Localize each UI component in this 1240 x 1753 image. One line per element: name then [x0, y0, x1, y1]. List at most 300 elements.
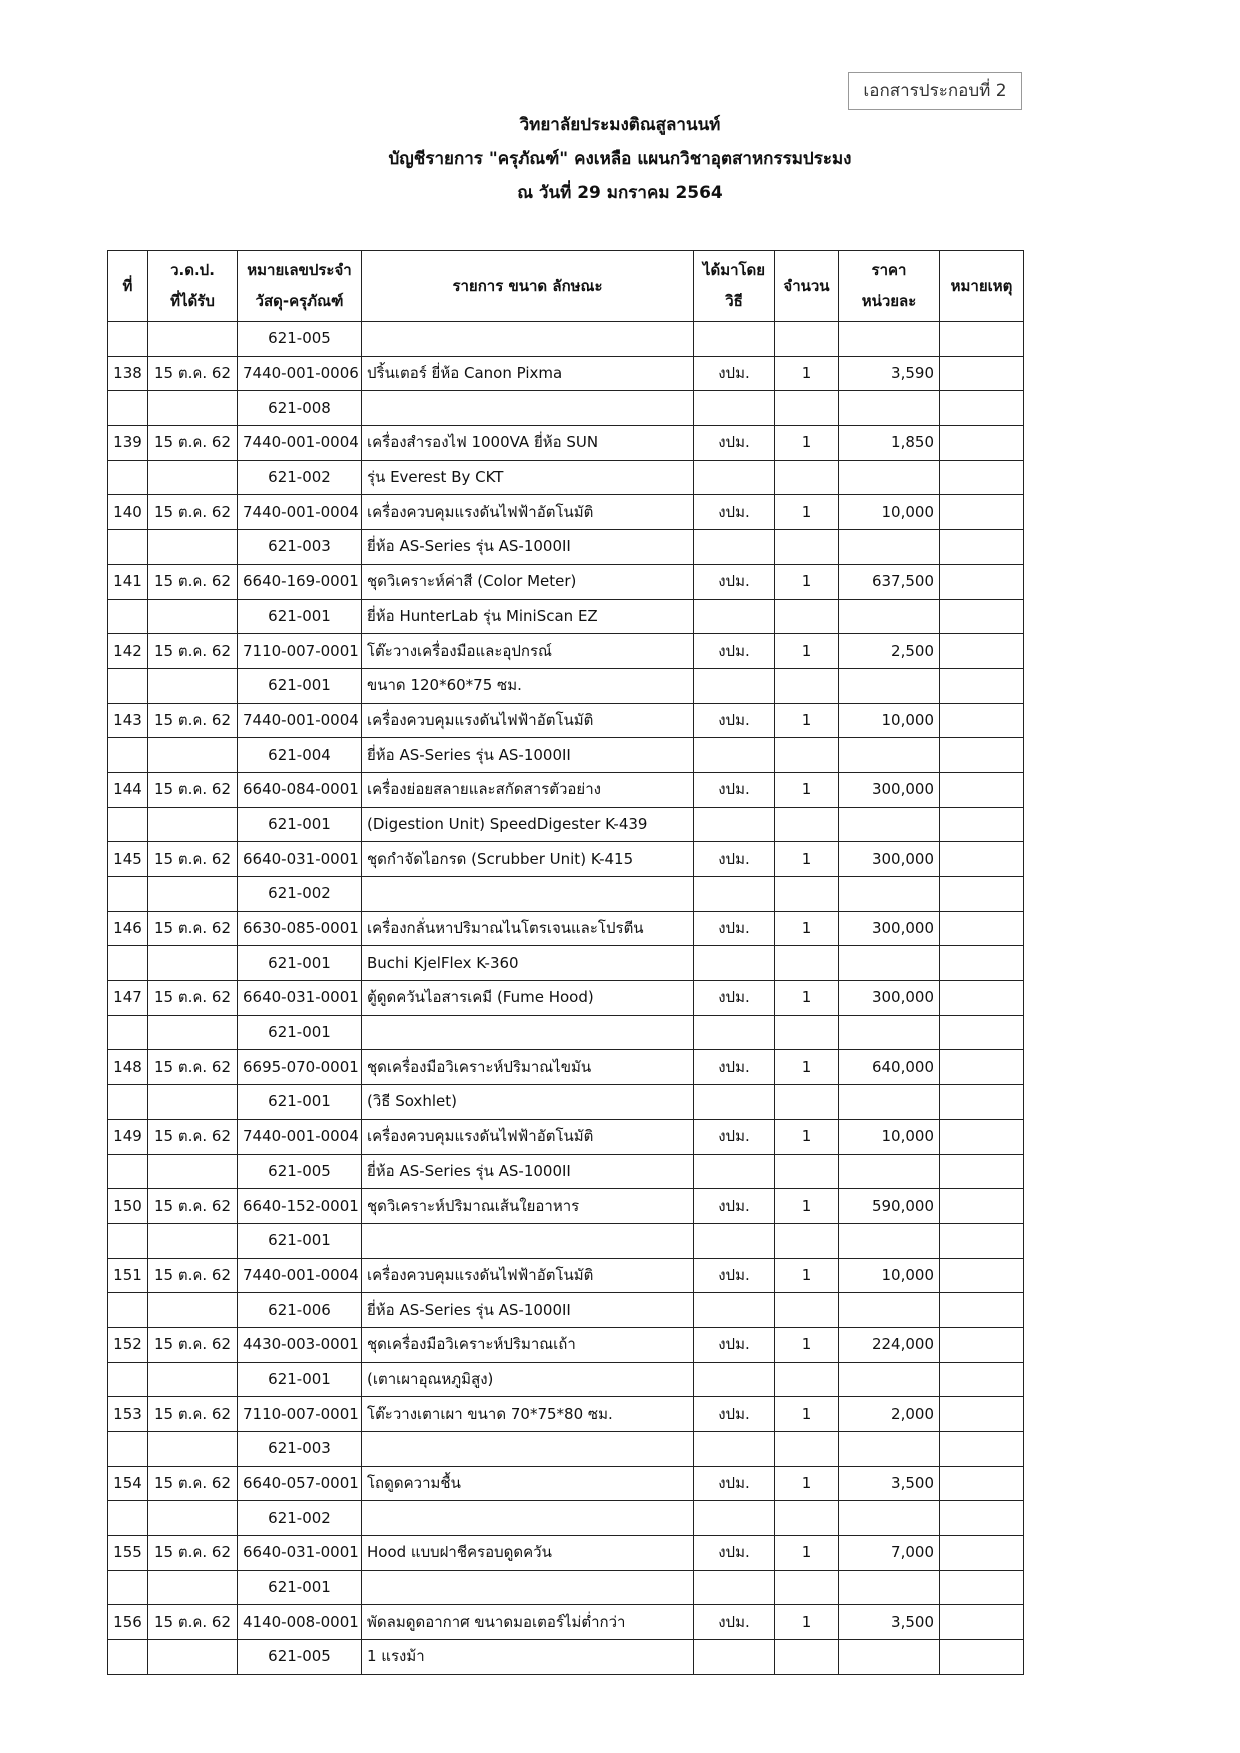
cell-code: 621-004: [238, 738, 362, 773]
cell-qty: 1: [775, 1466, 839, 1501]
table-row: [108, 322, 1024, 357]
inventory-table: [107, 250, 1024, 1675]
cell-no: [108, 877, 148, 912]
cell-method: [694, 877, 775, 912]
cell-desc: เครื่องสำรองไฟ 1000VA ยี่ห้อ SUN: [362, 426, 694, 461]
cell-remark: [940, 738, 1024, 773]
cell-remark: [940, 703, 1024, 738]
col-header-remark: หมายเหตุ: [940, 251, 1024, 322]
cell-qty: 1: [775, 356, 839, 391]
cell-no: 142: [108, 634, 148, 669]
cell-method: [694, 1015, 775, 1050]
cell-method: งปม.: [694, 1466, 775, 1501]
cell-remark: [940, 356, 1024, 391]
col-header-qty: จำนวน: [775, 251, 839, 322]
cell-qty: [775, 391, 839, 426]
cell-method: งปม.: [694, 842, 775, 877]
table-row: [108, 460, 1024, 495]
cell-remark: [940, 1362, 1024, 1397]
cell-method: [694, 738, 775, 773]
cell-remark: [940, 1050, 1024, 1085]
table-row: [108, 946, 1024, 981]
cell-remark: [940, 322, 1024, 357]
table-body: [108, 322, 1024, 1675]
cell-remark: [940, 981, 1024, 1016]
cell-no: 156: [108, 1605, 148, 1640]
cell-remark: [940, 1397, 1024, 1432]
cell-method: งปม.: [694, 1327, 775, 1362]
college-name: วิทยาลัยประมงติณสูลานนท์: [519, 115, 721, 135]
cell-date: [148, 322, 238, 357]
cell-price: 300,000: [839, 981, 940, 1016]
col-header-date: ว.ด.ป. ที่ได้รับ: [148, 251, 238, 322]
cell-desc: ขนาด 120*60*75 ซม.: [362, 668, 694, 703]
cell-date: [148, 1293, 238, 1328]
cell-qty: [775, 738, 839, 773]
cell-desc: เครื่องกลั่นหาปริมาณไนโตรเจนและโปรตีน: [362, 911, 694, 946]
cell-no: [108, 460, 148, 495]
cell-method: งปม.: [694, 1605, 775, 1640]
cell-desc: Hood แบบฝาชีครอบดูดควัน: [362, 1536, 694, 1571]
cell-method: งปม.: [694, 981, 775, 1016]
table-row: [108, 807, 1024, 842]
cell-code: 6640-084-0001: [238, 772, 362, 807]
cell-method: งปม.: [694, 564, 775, 599]
cell-code: 7110-007-0001: [238, 634, 362, 669]
cell-desc: [362, 391, 694, 426]
cell-desc: ยี่ห้อ AS-Series รุ่น AS-1000II: [362, 1293, 694, 1328]
cell-desc: [362, 1432, 694, 1467]
cell-remark: [940, 1605, 1024, 1640]
cell-desc: เครื่องควบคุมแรงดันไฟฟ้าอัตโนมัติ: [362, 703, 694, 738]
table-row: [108, 1432, 1024, 1467]
cell-code: 621-002: [238, 460, 362, 495]
cell-method: [694, 807, 775, 842]
cell-date: [148, 1640, 238, 1675]
cell-method: [694, 1362, 775, 1397]
cell-price: 637,500: [839, 564, 940, 599]
cell-desc: [362, 1570, 694, 1605]
cell-method: [694, 460, 775, 495]
cell-qty: [775, 1432, 839, 1467]
cell-price: 1,850: [839, 426, 940, 461]
cell-method: งปม.: [694, 1189, 775, 1224]
cell-method: งปม.: [694, 1397, 775, 1432]
cell-code: 7440-001-0004: [238, 703, 362, 738]
cell-price: [839, 1432, 940, 1467]
cell-date: 15 ต.ค. 62: [148, 634, 238, 669]
cell-remark: [940, 495, 1024, 530]
cell-no: 144: [108, 772, 148, 807]
cell-qty: 1: [775, 426, 839, 461]
table-row: [108, 1085, 1024, 1120]
table-row: [108, 495, 1024, 530]
cell-code: 6640-031-0001: [238, 842, 362, 877]
cell-code: 621-001: [238, 1362, 362, 1397]
cell-code: 621-005: [238, 1640, 362, 1675]
attachment-label: เอกสารประกอบที่ 2: [848, 72, 1022, 110]
cell-date: [148, 391, 238, 426]
cell-method: งปม.: [694, 1536, 775, 1571]
cell-no: 152: [108, 1327, 148, 1362]
cell-method: [694, 391, 775, 426]
cell-desc: ตู้ดูดควันไอสารเคมี (Fume Hood): [362, 981, 694, 1016]
cell-date: 15 ต.ค. 62: [148, 1466, 238, 1501]
cell-price: 2,000: [839, 1397, 940, 1432]
cell-code: 7440-001-0004: [238, 495, 362, 530]
cell-price: [839, 877, 940, 912]
cell-date: [148, 807, 238, 842]
cell-method: [694, 1501, 775, 1536]
cell-desc: โต๊ะวางเครื่องมือและอุปกรณ์: [362, 634, 694, 669]
cell-desc: Buchi KjelFlex K-360: [362, 946, 694, 981]
cell-price: [839, 807, 940, 842]
cell-qty: [775, 530, 839, 565]
cell-date: 15 ต.ค. 62: [148, 772, 238, 807]
as-of-date: ณ วันที่ 29 มกราคม 2564: [517, 183, 723, 203]
cell-no: [108, 946, 148, 981]
cell-qty: 1: [775, 1189, 839, 1224]
cell-no: [108, 738, 148, 773]
cell-no: 154: [108, 1466, 148, 1501]
cell-price: [839, 460, 940, 495]
cell-qty: [775, 599, 839, 634]
table-row: [108, 426, 1024, 461]
cell-date: 15 ต.ค. 62: [148, 1050, 238, 1085]
cell-no: [108, 1154, 148, 1189]
cell-remark: [940, 1154, 1024, 1189]
cell-desc: เครื่องควบคุมแรงดันไฟฟ้าอัตโนมัติ: [362, 495, 694, 530]
table-row: [108, 877, 1024, 912]
table-row: [108, 1501, 1024, 1536]
cell-qty: [775, 1154, 839, 1189]
cell-no: 140: [108, 495, 148, 530]
table-row: [108, 530, 1024, 565]
cell-qty: [775, 877, 839, 912]
col-header-code: หมายเลขประจำ วัสดุ-ครุภัณฑ์: [238, 251, 362, 322]
cell-desc: ชุดวิเคราะห์ปริมาณเส้นใยอาหาร: [362, 1189, 694, 1224]
cell-remark: [940, 460, 1024, 495]
cell-qty: 1: [775, 1050, 839, 1085]
cell-date: [148, 599, 238, 634]
cell-code: 6640-031-0001: [238, 1536, 362, 1571]
cell-date: 15 ต.ค. 62: [148, 564, 238, 599]
cell-price: [839, 1223, 940, 1258]
cell-qty: [775, 1501, 839, 1536]
cell-method: [694, 1432, 775, 1467]
table-row: [108, 1050, 1024, 1085]
cell-price: [839, 1640, 940, 1675]
cell-method: [694, 1570, 775, 1605]
cell-code: 7110-007-0001: [238, 1397, 362, 1432]
cell-no: [108, 1501, 148, 1536]
table-row: [108, 1362, 1024, 1397]
cell-price: [839, 1015, 940, 1050]
cell-qty: [775, 1570, 839, 1605]
cell-desc: เครื่องควบคุมแรงดันไฟฟ้าอัตโนมัติ: [362, 1258, 694, 1293]
cell-desc: เครื่องย่อยสลายและสกัดสารตัวอย่าง: [362, 772, 694, 807]
cell-remark: [940, 911, 1024, 946]
cell-remark: [940, 426, 1024, 461]
cell-qty: [775, 1293, 839, 1328]
cell-code: 7440-001-0006: [238, 356, 362, 391]
cell-code: 621-001: [238, 1570, 362, 1605]
table-row: [108, 1258, 1024, 1293]
table-row: [108, 1640, 1024, 1675]
cell-method: งปม.: [694, 1258, 775, 1293]
cell-code: 621-005: [238, 322, 362, 357]
cell-no: 155: [108, 1536, 148, 1571]
cell-no: [108, 599, 148, 634]
cell-price: 10,000: [839, 1119, 940, 1154]
table-row: [108, 703, 1024, 738]
cell-code: 7440-001-0004: [238, 1258, 362, 1293]
cell-qty: 1: [775, 634, 839, 669]
cell-qty: 1: [775, 495, 839, 530]
cell-date: [148, 1570, 238, 1605]
cell-qty: 1: [775, 1397, 839, 1432]
cell-desc: [362, 1501, 694, 1536]
cell-desc: ยี่ห้อ HunterLab รุ่น MiniScan EZ: [362, 599, 694, 634]
cell-remark: [940, 1466, 1024, 1501]
cell-date: 15 ต.ค. 62: [148, 1189, 238, 1224]
cell-remark: [940, 1536, 1024, 1571]
cell-date: 15 ต.ค. 62: [148, 356, 238, 391]
cell-remark: [940, 1119, 1024, 1154]
cell-method: งปม.: [694, 1119, 775, 1154]
table-row: [108, 842, 1024, 877]
cell-remark: [940, 1570, 1024, 1605]
cell-price: 224,000: [839, 1327, 940, 1362]
cell-no: [108, 668, 148, 703]
cell-desc: [362, 1223, 694, 1258]
cell-no: 146: [108, 911, 148, 946]
cell-method: [694, 1640, 775, 1675]
cell-price: 300,000: [839, 842, 940, 877]
cell-price: 2,500: [839, 634, 940, 669]
col-header-method: ได้มาโดย วิธี: [694, 251, 775, 322]
cell-desc: รุ่น Everest By CKT: [362, 460, 694, 495]
cell-method: [694, 1293, 775, 1328]
cell-remark: [940, 668, 1024, 703]
cell-price: [839, 946, 940, 981]
cell-desc: [362, 322, 694, 357]
cell-desc: ปริ้นเตอร์ ยี่ห้อ Canon Pixma: [362, 356, 694, 391]
cell-no: 139: [108, 426, 148, 461]
cell-remark: [940, 1258, 1024, 1293]
cell-method: [694, 946, 775, 981]
cell-remark: [940, 599, 1024, 634]
cell-code: 621-005: [238, 1154, 362, 1189]
cell-code: 7440-001-0004: [238, 1119, 362, 1154]
table-row: [108, 1223, 1024, 1258]
cell-desc: ยี่ห้อ AS-Series รุ่น AS-1000II: [362, 530, 694, 565]
cell-method: [694, 530, 775, 565]
cell-price: [839, 1154, 940, 1189]
cell-method: [694, 1085, 775, 1120]
cell-remark: [940, 1327, 1024, 1362]
table-row: [108, 1466, 1024, 1501]
cell-method: งปม.: [694, 356, 775, 391]
cell-date: [148, 1223, 238, 1258]
cell-method: งปม.: [694, 911, 775, 946]
cell-qty: 1: [775, 981, 839, 1016]
cell-code: 621-003: [238, 1432, 362, 1467]
cell-price: [839, 738, 940, 773]
cell-price: 640,000: [839, 1050, 940, 1085]
cell-price: 10,000: [839, 1258, 940, 1293]
cell-price: [839, 1362, 940, 1397]
cell-qty: [775, 807, 839, 842]
cell-no: [108, 1085, 148, 1120]
table-row: [108, 772, 1024, 807]
cell-qty: 1: [775, 842, 839, 877]
cell-date: [148, 738, 238, 773]
cell-no: 145: [108, 842, 148, 877]
cell-date: [148, 1154, 238, 1189]
cell-code: 6640-057-0001: [238, 1466, 362, 1501]
cell-code: 621-001: [238, 1015, 362, 1050]
cell-no: [108, 807, 148, 842]
cell-price: [839, 1501, 940, 1536]
list-title: บัญชีรายการ "ครุภัณฑ์" คงเหลือ แผนกวิชาอุตสาหกรรมประมง: [388, 149, 852, 169]
table-row: [108, 599, 1024, 634]
cell-date: [148, 668, 238, 703]
col-header-price: ราคา หน่วยละ: [839, 251, 940, 322]
table-row: [108, 1119, 1024, 1154]
cell-no: 151: [108, 1258, 148, 1293]
cell-no: [108, 1640, 148, 1675]
cell-date: 15 ต.ค. 62: [148, 1397, 238, 1432]
cell-price: [839, 530, 940, 565]
cell-date: 15 ต.ค. 62: [148, 703, 238, 738]
col-header-desc: รายการ ขนาด ลักษณะ: [362, 251, 694, 322]
cell-qty: [775, 946, 839, 981]
cell-date: [148, 1015, 238, 1050]
cell-price: 3,500: [839, 1466, 940, 1501]
cell-desc: (วิธี Soxhlet): [362, 1085, 694, 1120]
cell-price: 300,000: [839, 772, 940, 807]
cell-date: [148, 877, 238, 912]
cell-method: งปม.: [694, 495, 775, 530]
cell-remark: [940, 1015, 1024, 1050]
cell-date: 15 ต.ค. 62: [148, 911, 238, 946]
cell-desc: เครื่องควบคุมแรงดันไฟฟ้าอัตโนมัติ: [362, 1119, 694, 1154]
cell-price: [839, 322, 940, 357]
cell-remark: [940, 772, 1024, 807]
cell-code: 6695-070-0001: [238, 1050, 362, 1085]
cell-qty: 1: [775, 911, 839, 946]
cell-qty: 1: [775, 564, 839, 599]
cell-desc: ชุดกำจัดไอกรด (Scrubber Unit) K-415: [362, 842, 694, 877]
table-row: [108, 634, 1024, 669]
cell-remark: [940, 1085, 1024, 1120]
cell-date: 15 ต.ค. 62: [148, 1119, 238, 1154]
cell-desc: พัดลมดูดอากาศ ขนาดมอเตอร์ไม่ต่ำกว่า: [362, 1605, 694, 1640]
cell-code: 6640-169-0001: [238, 564, 362, 599]
cell-no: 149: [108, 1119, 148, 1154]
cell-date: 15 ต.ค. 62: [148, 981, 238, 1016]
cell-date: [148, 530, 238, 565]
cell-code: 621-002: [238, 1501, 362, 1536]
cell-qty: [775, 1223, 839, 1258]
cell-remark: [940, 1223, 1024, 1258]
cell-remark: [940, 807, 1024, 842]
table-row: [108, 668, 1024, 703]
cell-method: งปม.: [694, 1050, 775, 1085]
table-row: [108, 1327, 1024, 1362]
cell-price: 10,000: [839, 703, 940, 738]
table-row: [108, 1397, 1024, 1432]
cell-code: 621-001: [238, 599, 362, 634]
cell-method: [694, 1154, 775, 1189]
cell-desc: ชุดเครื่องมือวิเคราะห์ปริมาณเถ้า: [362, 1327, 694, 1362]
cell-no: 147: [108, 981, 148, 1016]
cell-code: 4140-008-0001: [238, 1605, 362, 1640]
cell-qty: [775, 322, 839, 357]
cell-remark: [940, 564, 1024, 599]
cell-method: งปม.: [694, 634, 775, 669]
cell-qty: 1: [775, 1327, 839, 1362]
table-row: [108, 356, 1024, 391]
cell-qty: [775, 1015, 839, 1050]
cell-date: [148, 460, 238, 495]
cell-desc: (เตาเผาอุณหภูมิสูง): [362, 1362, 694, 1397]
cell-no: 153: [108, 1397, 148, 1432]
cell-method: งปม.: [694, 772, 775, 807]
cell-remark: [940, 634, 1024, 669]
cell-no: [108, 322, 148, 357]
cell-date: 15 ต.ค. 62: [148, 1536, 238, 1571]
cell-remark: [940, 1189, 1024, 1224]
cell-desc: (Digestion Unit) SpeedDigester K-439: [362, 807, 694, 842]
cell-code: 6640-152-0001: [238, 1189, 362, 1224]
cell-no: 141: [108, 564, 148, 599]
cell-price: [839, 1293, 940, 1328]
cell-remark: [940, 1432, 1024, 1467]
table-row: [108, 391, 1024, 426]
cell-date: 15 ต.ค. 62: [148, 1605, 238, 1640]
cell-price: 7,000: [839, 1536, 940, 1571]
cell-price: [839, 1570, 940, 1605]
cell-code: 621-003: [238, 530, 362, 565]
cell-code: 621-001: [238, 807, 362, 842]
cell-method: งปม.: [694, 426, 775, 461]
cell-qty: [775, 460, 839, 495]
cell-date: 15 ต.ค. 62: [148, 426, 238, 461]
cell-no: [108, 1362, 148, 1397]
cell-remark: [940, 877, 1024, 912]
cell-code: 621-002: [238, 877, 362, 912]
cell-code: 621-001: [238, 668, 362, 703]
table-row: [108, 1015, 1024, 1050]
cell-qty: 1: [775, 1258, 839, 1293]
cell-price: 10,000: [839, 495, 940, 530]
cell-no: [108, 1570, 148, 1605]
cell-qty: [775, 1085, 839, 1120]
cell-method: [694, 1223, 775, 1258]
cell-qty: 1: [775, 703, 839, 738]
cell-remark: [940, 842, 1024, 877]
cell-date: [148, 1432, 238, 1467]
cell-desc: [362, 877, 694, 912]
table-row: [108, 1570, 1024, 1605]
cell-desc: โต๊ะวางเตาเผา ขนาด 70*75*80 ซม.: [362, 1397, 694, 1432]
cell-no: 148: [108, 1050, 148, 1085]
table-row: [108, 981, 1024, 1016]
table-row: [108, 1605, 1024, 1640]
cell-price: [839, 391, 940, 426]
